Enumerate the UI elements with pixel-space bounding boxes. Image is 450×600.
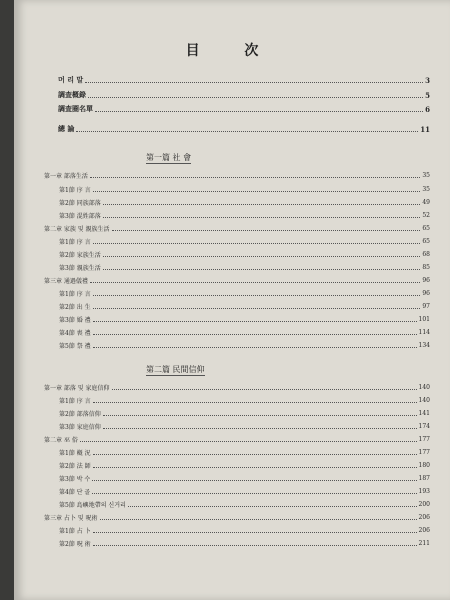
page-title: 目 次 [185, 43, 279, 59]
toc-section: 第2節 同族部落 49 [59, 199, 430, 207]
toc-entry-survey-summary: 調査概錄 5 [58, 90, 430, 100]
toc-section: 第2節 部落信仰 141 [59, 410, 430, 418]
toc-chapter: 第一章 部落生活 35 [44, 172, 430, 180]
toc-entry-preface: 머 리 말 3 [58, 75, 430, 85]
part-heading-society: 第一篇 社 會 [146, 153, 192, 162]
toc-entry-overview: 總 論 11 [58, 124, 430, 134]
toc-section: 第1節 序 言 35 [59, 186, 430, 194]
toc-section: 第1節 序 言 96 [59, 290, 430, 298]
toc-section: 第5節 祭 禮 134 [59, 342, 430, 350]
toc-section: 第3節 박 수 187 [59, 475, 430, 483]
toc-section: 第2節 法 師 180 [59, 462, 430, 470]
toc-section: 第2節 出 生 97 [59, 303, 430, 311]
part-heading-folk-belief: 第二篇 民間信仰 [146, 365, 205, 374]
toc-section: 第3節 家庭信仰 174 [59, 423, 430, 431]
toc-entry-survey-roster: 調査圈名單 6 [58, 104, 430, 114]
toc-section: 第3節 婚 禮 101 [59, 316, 430, 324]
toc-section: 第5節 島嶼地帶의 신거리 200 [59, 501, 430, 509]
toc-section: 第1節 序 言 65 [59, 238, 430, 246]
toc-section: 第3節 親族生活 85 [59, 264, 430, 272]
toc-section: 第2節 呪 術 211 [59, 540, 430, 548]
toc-chapter: 第三章 占卜 및 呪術 206 [44, 514, 430, 522]
toc-section: 第4節 단 골 193 [59, 488, 430, 496]
toc-section: 第1節 槪 況 177 [59, 449, 430, 457]
toc-section: 第4節 喪 禮 114 [59, 329, 430, 337]
book-page [14, 0, 450, 600]
toc-section: 第3節 混姓部落 52 [59, 212, 430, 220]
toc-section: 第2節 家族生活 68 [59, 251, 430, 259]
toc-chapter: 第二章 巫 俗 177 [44, 436, 430, 444]
toc-chapter: 第三章 通過儀禮 96 [44, 277, 430, 285]
toc-chapter: 第一章 部落 및 家庭信仰 140 [44, 384, 430, 392]
toc-section: 第1節 序 言 140 [59, 397, 430, 405]
toc-section: 第1節 占 卜 206 [59, 527, 430, 535]
toc-chapter: 第二章 家族 및 親族生活 65 [44, 225, 430, 233]
